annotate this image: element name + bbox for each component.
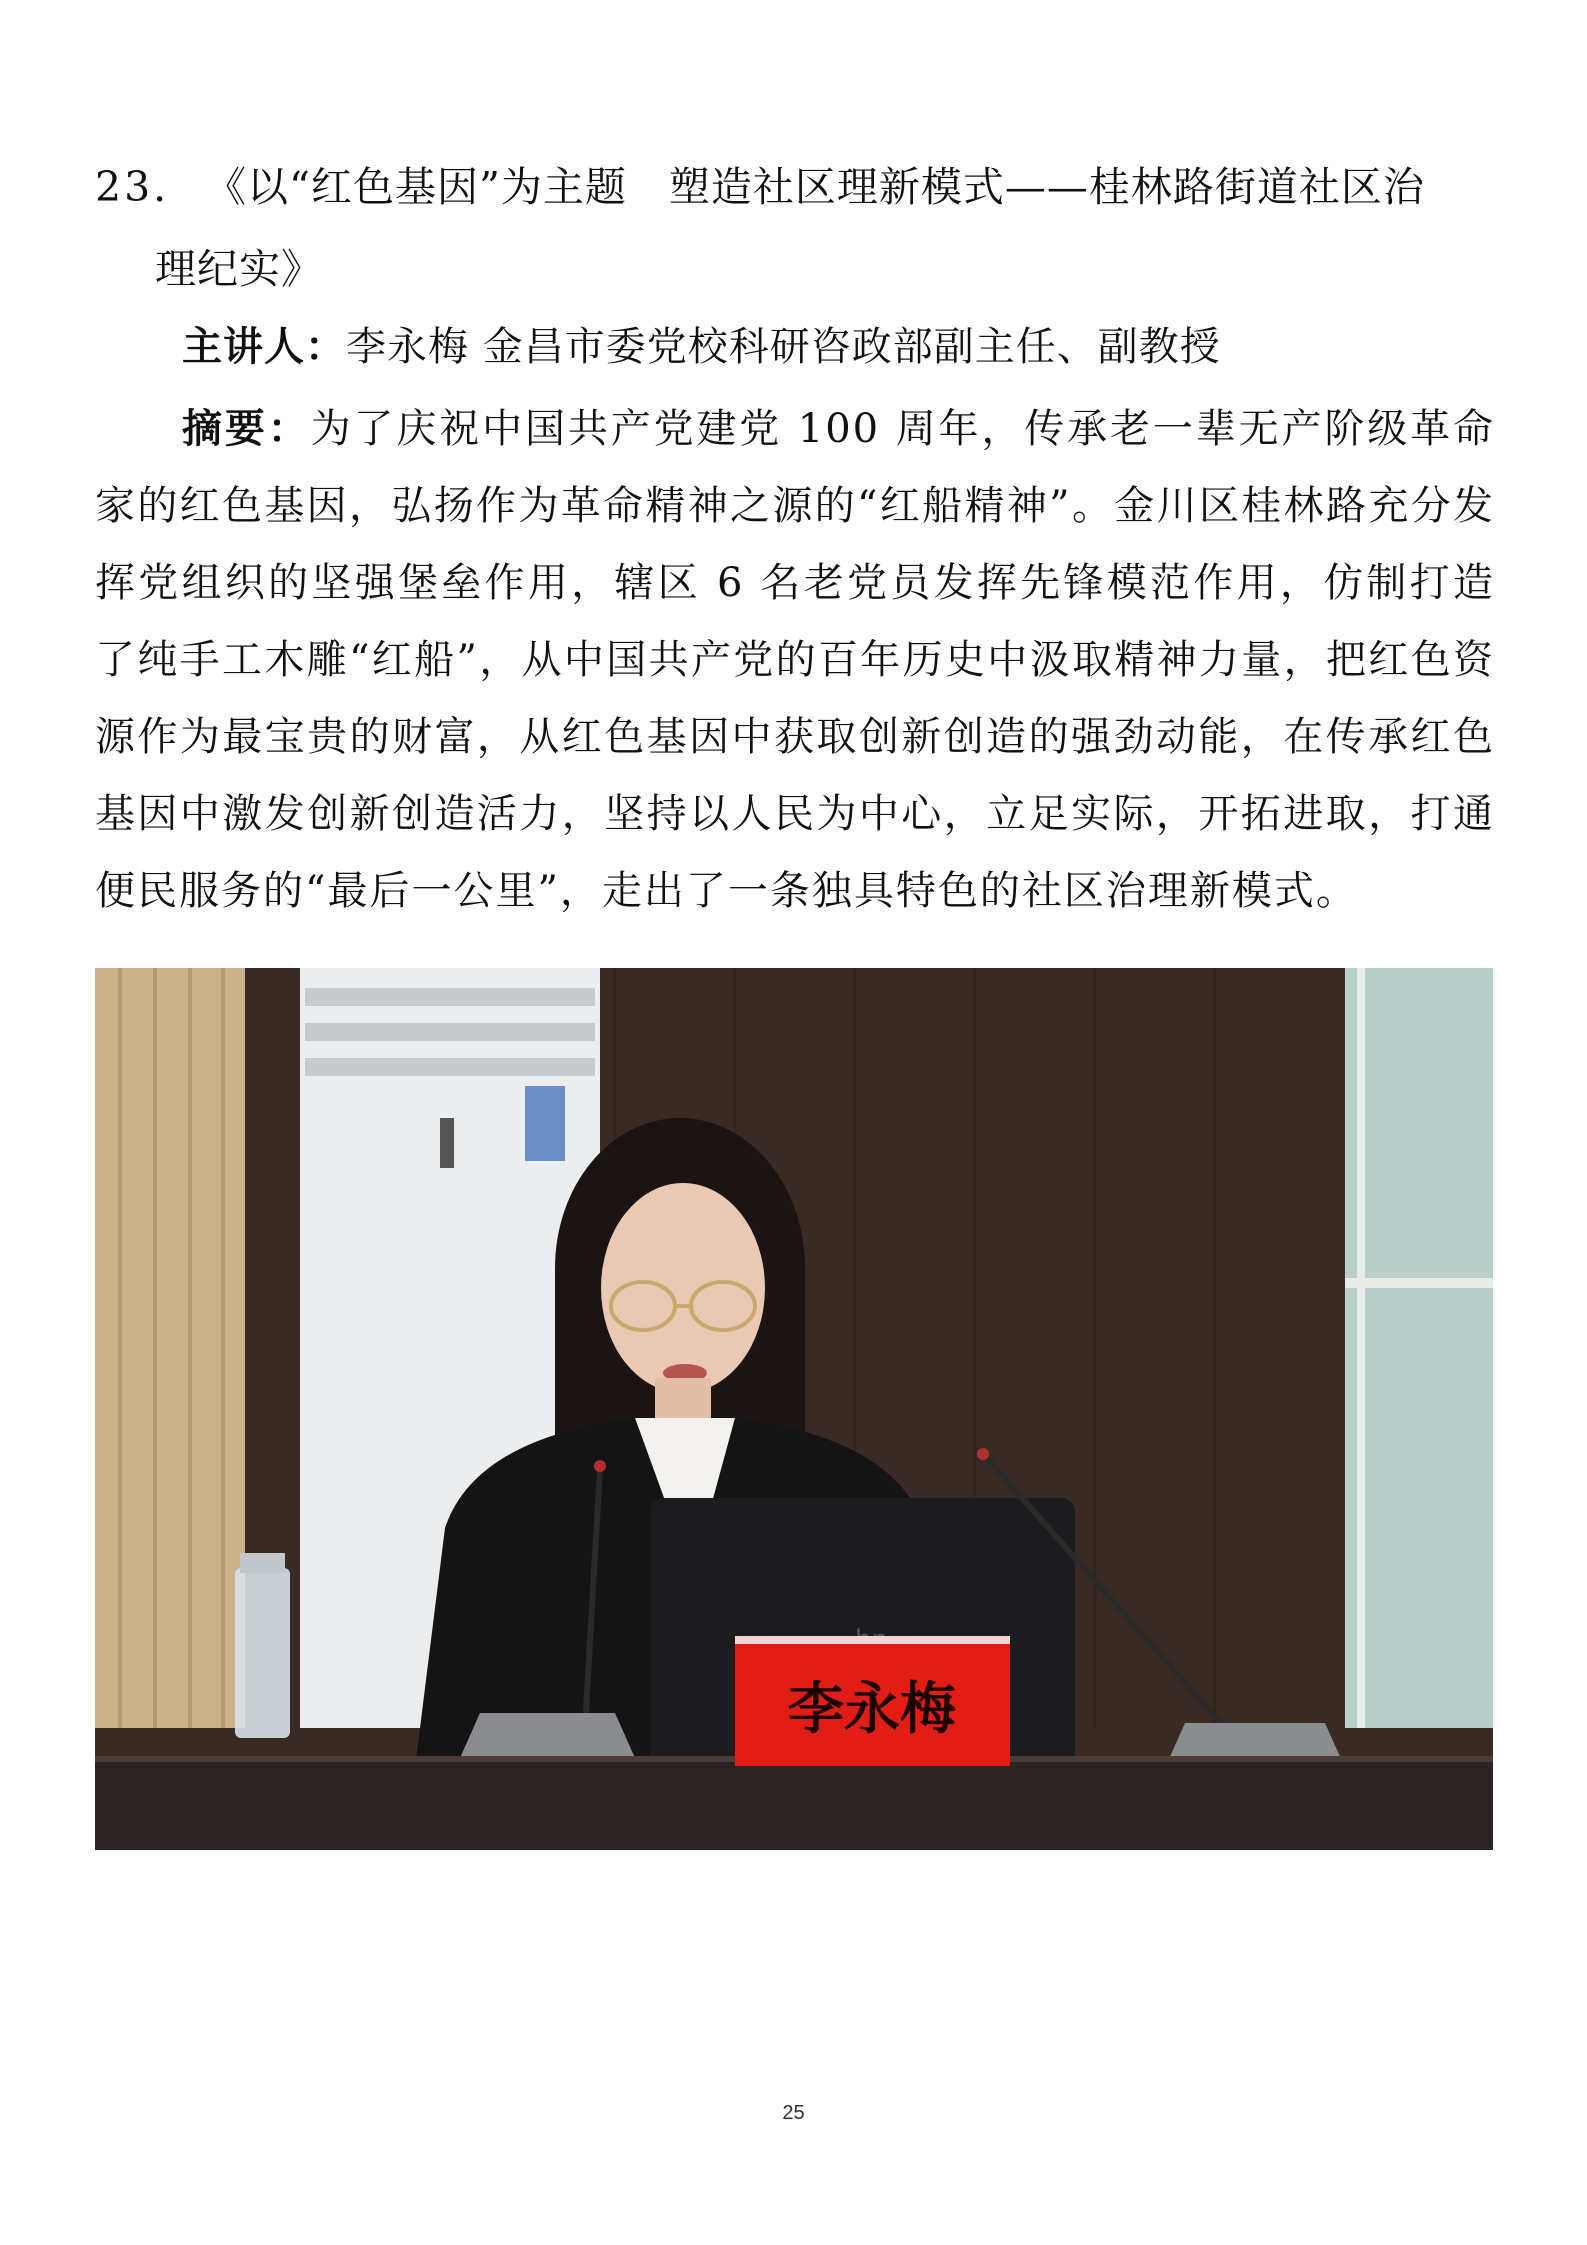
article-title-line1: 《以“红色基因”为主题 塑造社区理新模式——桂林路街道社区治 (205, 163, 1425, 211)
article-title (95, 158, 1505, 216)
abstract-label: 摘要： (182, 405, 311, 452)
page-number: 25 (782, 2102, 805, 2124)
speaker-label: 主讲人： (182, 323, 346, 370)
abstract-text: 为了庆祝中国共产党建党 100 周年，传承老一辈无产阶级革命家的红色基因，弘扬作为革命精神之源的“红船精神”。金川区桂林路充分发挥党组织的坚强堡垒作用，辖区 6 名老党员发挥先锋模范作用，仿制打造了纯手工木雕“红船”，从中国共产党的百年历史中汲取精神力量，把红色资源作为最宝贵的财富，从红色基因中获取创新创造的强劲动能，在传承红色基因中激发创新创造活力，坚持以人民为中心，立足实际，开拓进取，打通便民服务的“最后一公里”，走出了一条独具特色的社区治理新模式。 (95, 406, 1495, 914)
speaker-text: 李永梅 金昌市委党校科研咨政部副主任、副教授 (346, 324, 1221, 370)
abstract-paragraph (95, 390, 1495, 930)
speaker-line (182, 318, 1221, 376)
nameplate-text: 李永梅 (788, 1676, 956, 1742)
article-title-line2: 理纪实》 (155, 245, 323, 293)
article-number: 23. (95, 163, 170, 211)
lecture-photo (95, 968, 1493, 1850)
